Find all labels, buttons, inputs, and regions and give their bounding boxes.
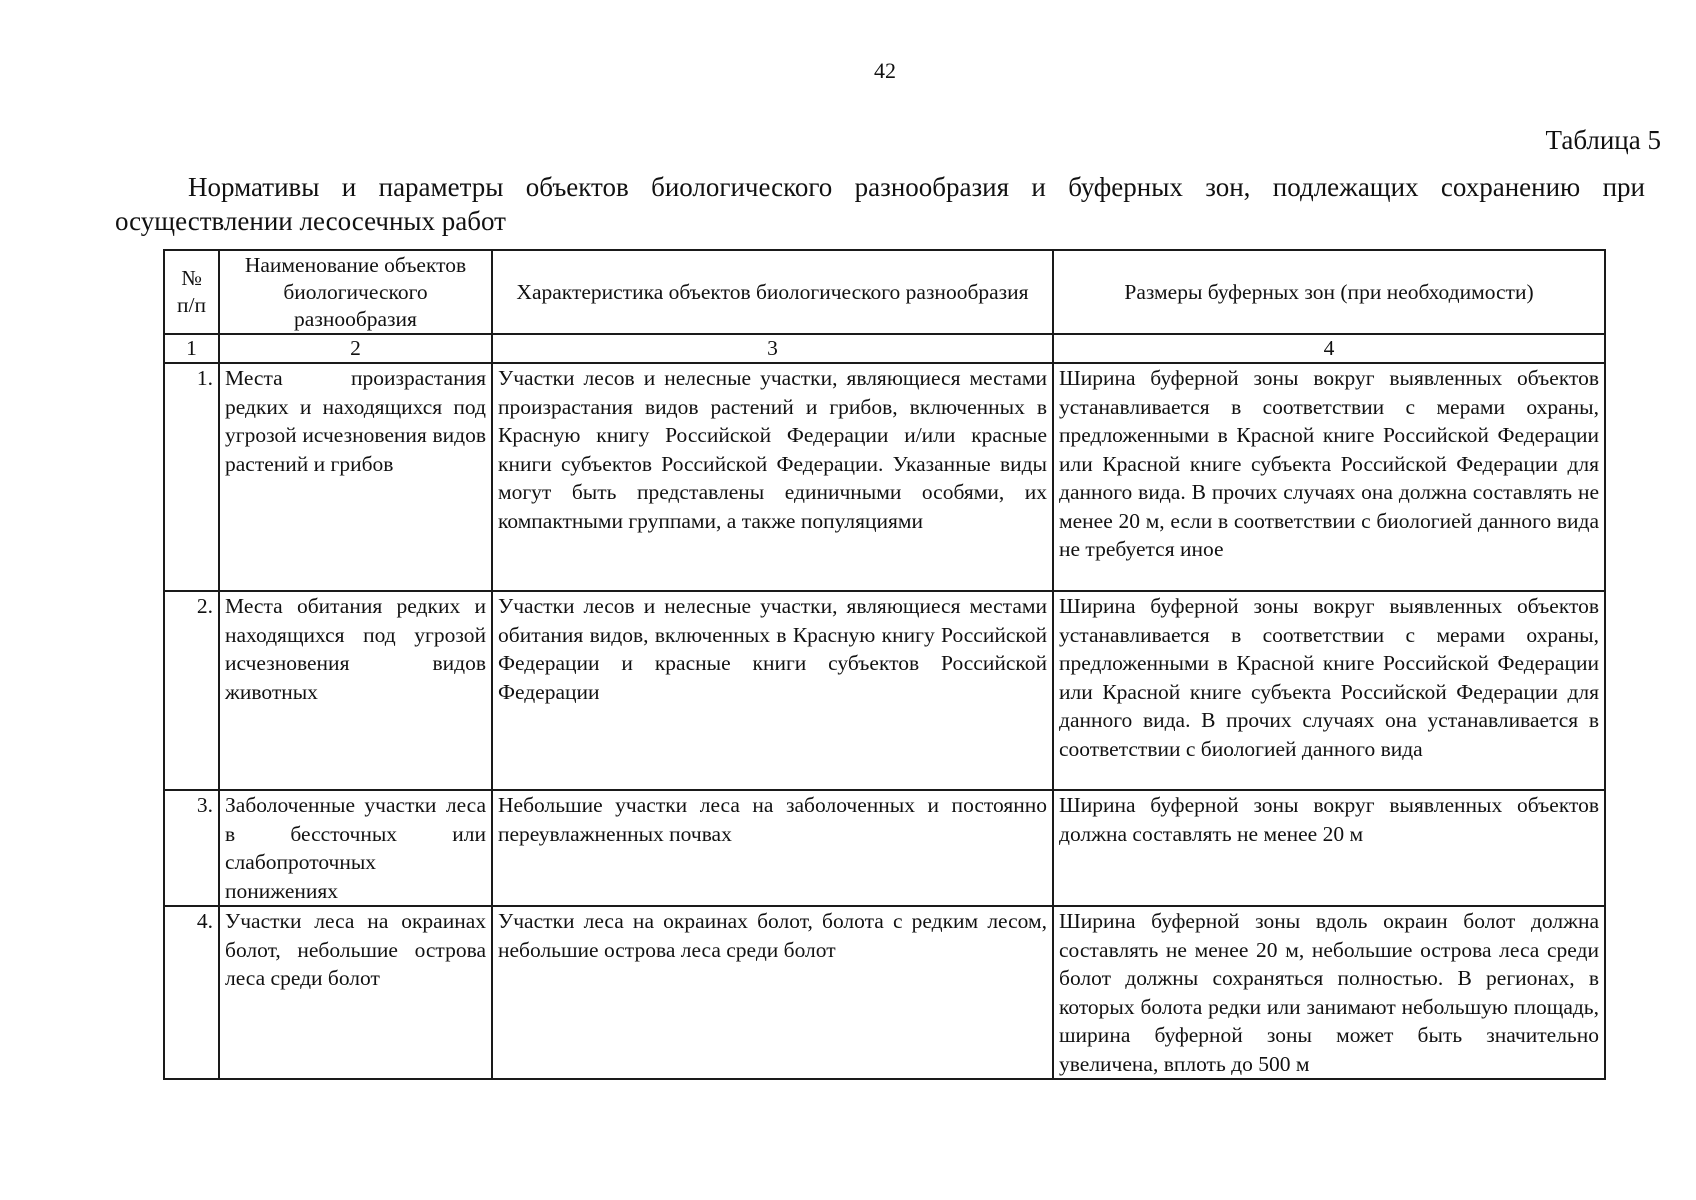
column-number: 1: [164, 334, 219, 363]
object-name-cell: Заболоченные участки леса в бессточных или слабопроточных понижениях: [219, 790, 492, 906]
row-number: 4.: [164, 906, 219, 1079]
row-number: 1.: [164, 363, 219, 591]
buffer-size-cell: Ширина буферной зоны вокруг выявленных объектов устанавливается в соответствии с мерами охраны, предложенными в Красной книге Российской Федерации или Красной книге субъекта Российской Федерации для данного вида. В прочих случаях она устанавливается в соответствии с биологией данного вида: [1053, 591, 1605, 790]
object-name-cell: Участки леса на окраинах болот, небольшие острова леса среди болот: [219, 906, 492, 1079]
header-buffer-size: Размеры буферных зон (при необходимости): [1053, 250, 1605, 334]
header-number: № п/п: [164, 250, 219, 334]
characteristic-cell: Участки лесов и нелесные участки, являющиеся местами обитания видов, включенных в Красную книгу Российской Федерации и красные книги субъектов Российской Федерации: [492, 591, 1053, 790]
row-number: 2.: [164, 591, 219, 790]
row-number: 3.: [164, 790, 219, 906]
page-number: 42: [874, 58, 896, 83]
column-number-row: [164, 334, 1605, 363]
document-heading: Нормативы и параметры объектов биологического разнообразия и буферных зон, подлежащих сохранению при осуществлении лесосечных работ: [115, 172, 1645, 236]
header-characteristic: Характеристика объектов биологического разнообразия: [492, 250, 1053, 334]
column-number: 3: [492, 334, 1053, 363]
table-row: [164, 363, 1605, 591]
table-header-row: [164, 250, 1605, 334]
buffer-size-cell: Ширина буферной зоны вдоль окраин болот должна составлять не менее 20 м, небольшие острова леса среди болот должны сохраняться полностью. В регионах, в которых болота редки или занимают небольшую площадь, ширина буферной зоны может быть значительно увеличена, вплоть до 500 м: [1053, 906, 1605, 1079]
characteristic-cell: Участки леса на окраинах болот, болота с редким лесом, небольшие острова леса среди болот: [492, 906, 1053, 1079]
object-name-cell: Места обитания редких и находящихся под угрозой исчезновения видов животных: [219, 591, 492, 790]
table-row: [164, 591, 1605, 790]
table-row: [164, 790, 1605, 906]
characteristic-cell: Участки лесов и нелесные участки, являющиеся местами произрастания видов растений и грибов, включенных в Красную книгу Российской Федерации и/или красные книги субъектов Российской Федерации. Указанные виды могут быть представлены единичными особями, их компактными группами, а также популяциями: [492, 363, 1053, 591]
header-object-name: Наименование объектов биологического разнообразия: [219, 250, 492, 334]
column-number: 2: [219, 334, 492, 363]
table-label: Таблица 5: [1545, 125, 1661, 155]
table-row: [164, 906, 1605, 1079]
object-name-cell: Места произрастания редких и находящихся под угрозой исчезновения видов растений и грибов: [219, 363, 492, 591]
norms-table: [163, 249, 1606, 1080]
buffer-size-cell: Ширина буферной зоны вокруг выявленных объектов устанавливается в соответствии с мерами охраны, предложенными в Красной книге Российской Федерации или Красной книге субъекта Российской Федерации для данного вида. В прочих случаях она должна составлять не менее 20 м, если в соответствии с биологией данного вида не требуется иное: [1053, 363, 1605, 591]
column-number: 4: [1053, 334, 1605, 363]
characteristic-cell: Небольшие участки леса на заболоченных и постоянно переувлажненных почвах: [492, 790, 1053, 906]
buffer-size-cell: Ширина буферной зоны вокруг выявленных объектов должна составлять не менее 20 м: [1053, 790, 1605, 906]
